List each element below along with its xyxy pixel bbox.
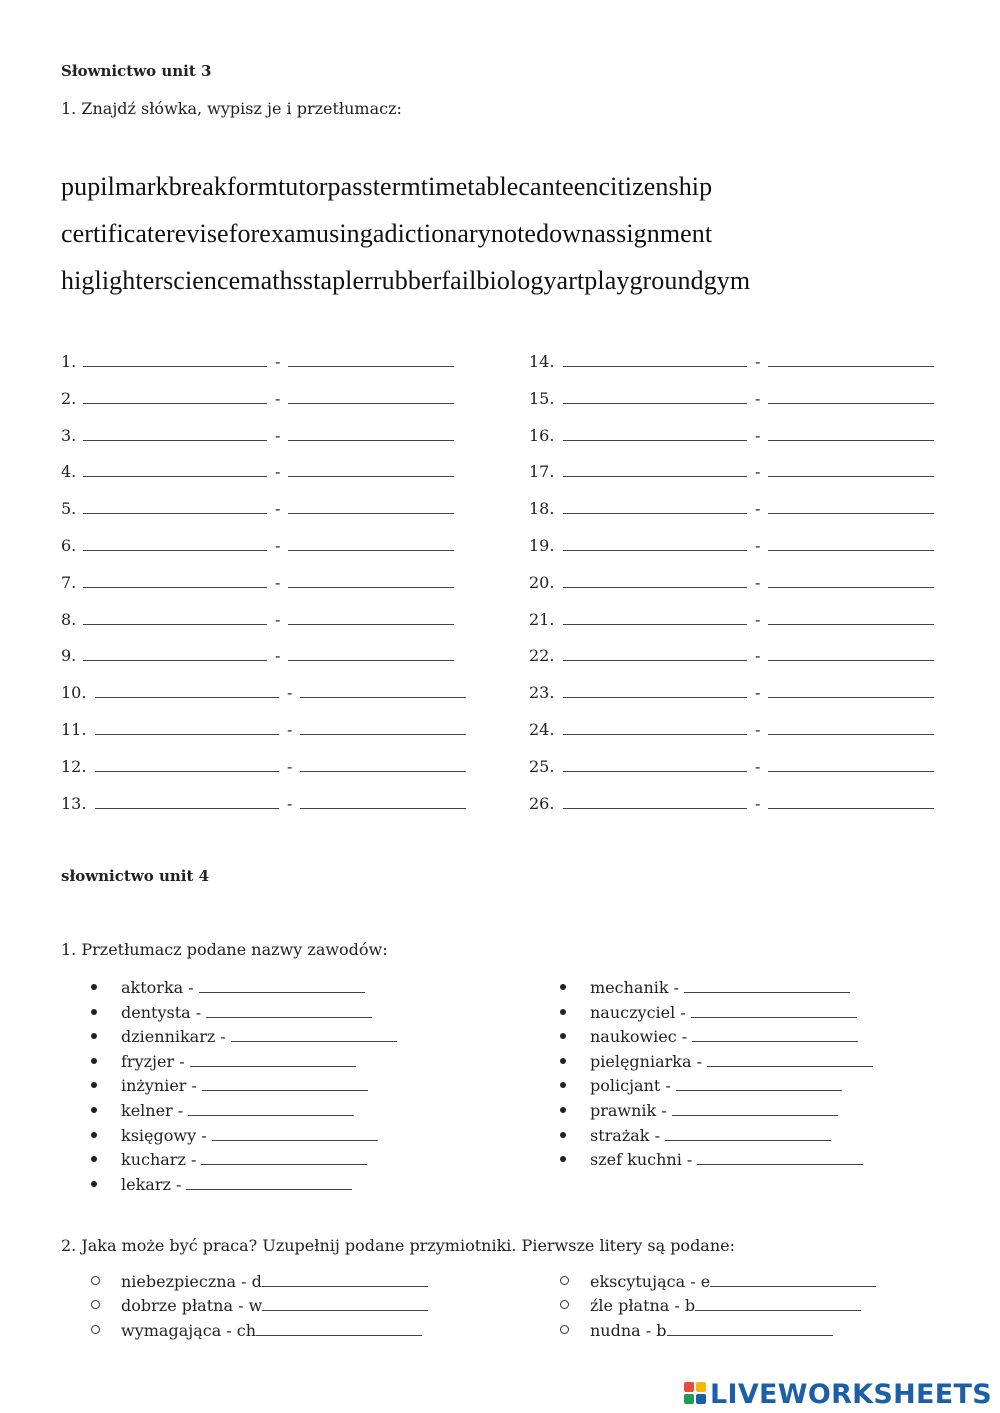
bullet-icon bbox=[560, 1156, 566, 1162]
answer-separator: - bbox=[275, 572, 281, 592]
answer-separator: - bbox=[755, 609, 761, 629]
answer-blank-word[interactable] bbox=[83, 646, 267, 661]
answer-blank-translation[interactable] bbox=[768, 757, 934, 772]
profession-answer-blank[interactable] bbox=[692, 1027, 858, 1042]
answer-number: 4. bbox=[61, 462, 77, 482]
profession-answer-blank[interactable] bbox=[201, 1150, 367, 1165]
bullet-icon bbox=[560, 1033, 566, 1039]
letter-line-2: certificatereviseforexamusingadictionarynotedownassignment bbox=[61, 219, 713, 248]
profession-label: inżynier - bbox=[121, 1076, 197, 1096]
profession-answer-blank[interactable] bbox=[691, 1003, 857, 1018]
answer-separator: - bbox=[275, 499, 281, 519]
answer-number: 8. bbox=[61, 609, 77, 629]
bullet-icon bbox=[91, 1156, 97, 1162]
profession-label: fryzjer - bbox=[121, 1051, 185, 1071]
answer-separator: - bbox=[287, 793, 293, 813]
answer-number: 1. bbox=[61, 352, 77, 371]
profession-label: nauczyciel - bbox=[590, 1002, 686, 1022]
circle-bullet-icon bbox=[560, 1300, 569, 1309]
unit4-title: słownictwo unit 4 bbox=[61, 867, 210, 885]
answer-number: 24. bbox=[529, 720, 555, 739]
answer-separator: - bbox=[755, 499, 761, 519]
profession-label: policjant - bbox=[590, 1076, 671, 1096]
answer-blank-word[interactable] bbox=[95, 757, 279, 772]
answer-blank-translation[interactable] bbox=[288, 573, 454, 588]
adjective-label: źle płatna - b bbox=[590, 1296, 696, 1316]
bullet-icon bbox=[560, 1082, 566, 1088]
answer-blank-translation[interactable] bbox=[768, 646, 934, 661]
profession-label: aktorka - bbox=[121, 978, 194, 997]
answer-row bbox=[529, 352, 934, 371]
bullet-icon bbox=[560, 1132, 566, 1138]
answer-row bbox=[61, 499, 454, 518]
answer-blank-translation[interactable] bbox=[288, 462, 454, 477]
answer-number: 13. bbox=[61, 793, 87, 813]
profession-item bbox=[590, 1027, 858, 1046]
answer-row bbox=[529, 426, 934, 445]
unit4-instruction-1: 1. Przetłumacz podane nazwy zawodów: bbox=[61, 940, 388, 959]
answer-blank-word[interactable] bbox=[563, 389, 747, 404]
answer-row bbox=[61, 536, 454, 555]
profession-answer-blank[interactable] bbox=[199, 978, 365, 993]
answer-row bbox=[61, 646, 454, 665]
profession-answer-blank[interactable] bbox=[231, 1027, 397, 1042]
answer-separator: - bbox=[755, 756, 761, 776]
profession-answer-blank[interactable] bbox=[665, 1126, 831, 1141]
bullet-icon bbox=[560, 1107, 566, 1113]
profession-label: kelner - bbox=[121, 1101, 184, 1120]
profession-item bbox=[590, 978, 850, 997]
profession-item bbox=[121, 1003, 372, 1022]
answer-blank-word[interactable] bbox=[95, 720, 279, 735]
adjective-answer-blank[interactable] bbox=[256, 1321, 422, 1336]
answer-separator: - bbox=[275, 609, 281, 629]
adjective-item bbox=[590, 1272, 876, 1291]
answer-blank-word[interactable] bbox=[95, 794, 279, 809]
answer-blank-translation[interactable] bbox=[288, 499, 454, 514]
answer-blank-word[interactable] bbox=[563, 757, 747, 772]
profession-item bbox=[121, 1101, 354, 1120]
answer-row bbox=[61, 573, 454, 592]
profession-label: księgowy - bbox=[121, 1125, 207, 1145]
answer-row bbox=[61, 389, 454, 408]
answer-number: 9. bbox=[61, 646, 77, 666]
profession-answer-blank[interactable] bbox=[212, 1126, 378, 1141]
answer-row bbox=[529, 683, 934, 702]
answer-blank-translation[interactable] bbox=[288, 646, 454, 661]
answer-blank-translation[interactable] bbox=[288, 426, 454, 441]
bullet-icon bbox=[560, 984, 566, 990]
answer-separator: - bbox=[755, 572, 761, 592]
answer-separator: - bbox=[275, 388, 281, 408]
profession-item bbox=[121, 1052, 356, 1071]
answer-blank-word[interactable] bbox=[83, 426, 267, 441]
adjective-answer-blank[interactable] bbox=[710, 1272, 876, 1287]
answer-blank-word[interactable] bbox=[563, 794, 747, 809]
answer-number: 5. bbox=[61, 499, 77, 519]
bullet-icon bbox=[560, 1009, 566, 1015]
answer-number: 6. bbox=[61, 536, 77, 555]
answer-blank-word[interactable] bbox=[563, 426, 747, 441]
profession-item bbox=[590, 1101, 838, 1120]
profession-item bbox=[590, 1126, 831, 1145]
answer-row bbox=[529, 794, 934, 813]
answer-number: 11. bbox=[61, 720, 87, 739]
letter-line-1: pupilmarkbreakformtutorpasstermtimetablecanteencitizenship bbox=[61, 172, 713, 201]
profession-label: lekarz - bbox=[121, 1174, 182, 1194]
profession-answer-blank[interactable] bbox=[684, 978, 850, 993]
answer-blank-word[interactable] bbox=[83, 389, 267, 404]
answer-number: 12. bbox=[61, 756, 87, 776]
profession-item bbox=[590, 1003, 857, 1022]
answer-blank-word[interactable] bbox=[563, 683, 747, 698]
adjective-label: wymagająca - ch bbox=[121, 1320, 257, 1340]
answer-separator: - bbox=[287, 720, 293, 739]
answer-separator: - bbox=[275, 536, 281, 555]
circle-bullet-icon bbox=[91, 1276, 100, 1285]
adjective-label: ekscytująca - e bbox=[590, 1272, 711, 1291]
circle-bullet-icon bbox=[560, 1276, 569, 1285]
adjective-answer-blank[interactable] bbox=[262, 1296, 428, 1311]
answer-row bbox=[61, 426, 454, 445]
adjective-item bbox=[590, 1321, 833, 1340]
profession-answer-blank[interactable] bbox=[707, 1052, 873, 1067]
adjective-item bbox=[590, 1296, 861, 1315]
letter-line-3: higlightersciencemathsstaplerrubberfailbiologyartplaygroundgym bbox=[61, 266, 751, 295]
bullet-icon bbox=[560, 1058, 566, 1064]
adjective-answer-blank[interactable] bbox=[262, 1272, 428, 1287]
answer-row bbox=[529, 499, 934, 518]
answer-blank-translation[interactable] bbox=[768, 720, 934, 735]
answer-blank-translation[interactable] bbox=[768, 536, 934, 551]
profession-item bbox=[121, 1126, 378, 1145]
profession-answer-blank[interactable] bbox=[188, 1101, 354, 1116]
profession-item bbox=[121, 978, 365, 997]
answer-blank-word[interactable] bbox=[563, 610, 747, 625]
liveworksheets-logo bbox=[684, 1379, 992, 1409]
answer-number: 17. bbox=[529, 462, 555, 482]
answer-number: 7. bbox=[61, 572, 77, 592]
answer-separator: - bbox=[275, 462, 281, 482]
answer-blank-translation[interactable] bbox=[300, 683, 466, 698]
circle-bullet-icon bbox=[560, 1325, 569, 1334]
answer-number: 23. bbox=[529, 683, 555, 703]
answer-number: 18. bbox=[529, 499, 555, 519]
answer-row bbox=[61, 794, 466, 813]
answer-blank-translation[interactable] bbox=[768, 352, 934, 367]
profession-item bbox=[121, 1027, 397, 1046]
answer-row bbox=[61, 352, 454, 371]
answer-blank-word[interactable] bbox=[563, 462, 747, 477]
answer-blank-translation[interactable] bbox=[768, 389, 934, 404]
answer-blank-word[interactable] bbox=[563, 499, 747, 514]
answer-number: 10. bbox=[61, 683, 87, 703]
answer-blank-word[interactable] bbox=[83, 610, 267, 625]
logo-mark-icon bbox=[684, 1382, 708, 1406]
answer-number: 14. bbox=[529, 352, 555, 371]
logo-text: LIVEWORKSHEETS bbox=[709, 1378, 992, 1410]
answer-row bbox=[529, 757, 934, 776]
answer-separator: - bbox=[755, 683, 761, 703]
answer-blank-translation[interactable] bbox=[288, 610, 454, 625]
answer-blank-translation[interactable] bbox=[288, 536, 454, 551]
answer-number: 26. bbox=[529, 793, 555, 813]
answer-blank-word[interactable] bbox=[563, 646, 747, 661]
profession-answer-blank[interactable] bbox=[186, 1175, 352, 1190]
profession-label: strażak - bbox=[590, 1125, 660, 1145]
adjective-label: dobrze płatna - w bbox=[121, 1296, 263, 1316]
answer-separator: - bbox=[755, 536, 761, 555]
answer-number: 3. bbox=[61, 425, 77, 445]
answer-blank-translation[interactable] bbox=[768, 610, 934, 625]
answer-number: 22. bbox=[529, 646, 555, 666]
answer-separator: - bbox=[755, 352, 761, 371]
answer-row bbox=[529, 573, 934, 592]
adjective-label: niebezpieczna - d bbox=[121, 1272, 262, 1291]
unit3-title: Słownictwo unit 3 bbox=[61, 62, 212, 80]
profession-label: dziennikarz - bbox=[121, 1027, 226, 1047]
circle-bullet-icon bbox=[91, 1300, 100, 1309]
adjective-answer-blank[interactable] bbox=[667, 1321, 833, 1336]
adjective-item bbox=[121, 1272, 428, 1291]
answer-blank-translation[interactable] bbox=[768, 573, 934, 588]
answer-row bbox=[61, 462, 454, 481]
profession-label: dentysta - bbox=[121, 1002, 202, 1022]
answer-separator: - bbox=[275, 425, 281, 445]
answer-row bbox=[529, 389, 934, 408]
profession-item bbox=[121, 1150, 367, 1169]
answer-number: 16. bbox=[529, 425, 555, 445]
profession-answer-blank[interactable] bbox=[206, 1003, 372, 1018]
profession-answer-blank[interactable] bbox=[672, 1101, 838, 1116]
answer-number: 25. bbox=[529, 756, 555, 776]
answer-blank-word[interactable] bbox=[563, 536, 747, 551]
answer-blank-word[interactable] bbox=[83, 536, 267, 551]
answer-blank-translation[interactable] bbox=[300, 757, 466, 772]
bullet-icon bbox=[91, 1009, 97, 1015]
answer-number: 21. bbox=[529, 609, 555, 629]
answer-blank-translation[interactable] bbox=[768, 683, 934, 698]
profession-answer-blank[interactable] bbox=[202, 1076, 368, 1091]
adjective-label: nudna - b bbox=[590, 1320, 667, 1340]
profession-label: kucharz - bbox=[121, 1150, 197, 1170]
answer-blank-word[interactable] bbox=[563, 720, 747, 735]
profession-item bbox=[590, 1150, 863, 1169]
circle-bullet-icon bbox=[91, 1325, 100, 1334]
answer-separator: - bbox=[275, 646, 281, 666]
answer-separator: - bbox=[287, 683, 293, 703]
profession-answer-blank[interactable] bbox=[697, 1150, 863, 1165]
profession-answer-blank[interactable] bbox=[190, 1052, 356, 1067]
answer-blank-word[interactable] bbox=[563, 352, 747, 367]
adjective-item bbox=[121, 1296, 428, 1315]
bullet-icon bbox=[91, 1181, 97, 1187]
answer-row bbox=[529, 720, 934, 739]
answer-separator: - bbox=[755, 462, 761, 482]
answer-blank-word[interactable] bbox=[95, 683, 279, 698]
answer-blank-translation[interactable] bbox=[768, 499, 934, 514]
answer-blank-translation[interactable] bbox=[768, 426, 934, 441]
profession-label: pielęgniarka - bbox=[590, 1051, 702, 1071]
unit4-instruction-2: 2. Jaka może być praca? Uzupełnij podane przymiotniki. Pierwsze litery są podane: bbox=[61, 1236, 736, 1255]
profession-item bbox=[121, 1076, 368, 1095]
profession-label: naukowiec - bbox=[590, 1027, 688, 1047]
answer-number: 2. bbox=[61, 388, 77, 408]
unit3-instruction: 1. Znajdź słówka, wypisz je i przetłumacz: bbox=[61, 99, 402, 118]
answer-row bbox=[61, 757, 466, 776]
answer-row bbox=[61, 610, 454, 629]
answer-blank-translation[interactable] bbox=[288, 352, 454, 367]
answer-blank-word[interactable] bbox=[83, 573, 267, 588]
profession-label: szef kuchni - bbox=[590, 1150, 693, 1170]
answer-blank-word[interactable] bbox=[83, 462, 267, 477]
bullet-icon bbox=[91, 1033, 97, 1039]
answer-number: 15. bbox=[529, 388, 555, 408]
answer-separator: - bbox=[755, 646, 761, 666]
answer-blank-translation[interactable] bbox=[300, 794, 466, 809]
answer-blank-translation[interactable] bbox=[300, 720, 466, 735]
answer-separator: - bbox=[287, 756, 293, 776]
profession-label: prawnik - bbox=[590, 1101, 667, 1120]
answer-blank-translation[interactable] bbox=[288, 389, 454, 404]
answer-row bbox=[61, 720, 466, 739]
adjective-answer-blank[interactable] bbox=[695, 1296, 861, 1311]
bullet-icon bbox=[91, 1132, 97, 1138]
profession-answer-blank[interactable] bbox=[676, 1076, 842, 1091]
answer-blank-word[interactable] bbox=[83, 352, 267, 367]
answer-row bbox=[61, 683, 466, 702]
bullet-icon bbox=[91, 984, 97, 990]
answer-separator: - bbox=[275, 352, 281, 371]
answer-number: 19. bbox=[529, 536, 555, 555]
answer-blank-word[interactable] bbox=[563, 573, 747, 588]
bullet-icon bbox=[91, 1058, 97, 1064]
profession-item bbox=[121, 1175, 352, 1194]
profession-label: mechanik - bbox=[590, 978, 680, 997]
bullet-icon bbox=[91, 1082, 97, 1088]
answer-separator: - bbox=[755, 388, 761, 408]
profession-item bbox=[590, 1076, 842, 1095]
bullet-icon bbox=[91, 1107, 97, 1113]
answer-blank-word[interactable] bbox=[83, 499, 267, 514]
answer-separator: - bbox=[755, 793, 761, 813]
answer-number: 20. bbox=[529, 572, 555, 592]
adjective-item bbox=[121, 1321, 422, 1340]
answer-row bbox=[529, 536, 934, 555]
answer-row bbox=[529, 462, 934, 481]
answer-separator: - bbox=[755, 720, 761, 739]
answer-blank-translation[interactable] bbox=[768, 462, 934, 477]
answer-separator: - bbox=[755, 425, 761, 445]
answer-blank-translation[interactable] bbox=[768, 794, 934, 809]
profession-item bbox=[590, 1052, 873, 1071]
answer-row bbox=[529, 610, 934, 629]
answer-row bbox=[529, 646, 934, 665]
